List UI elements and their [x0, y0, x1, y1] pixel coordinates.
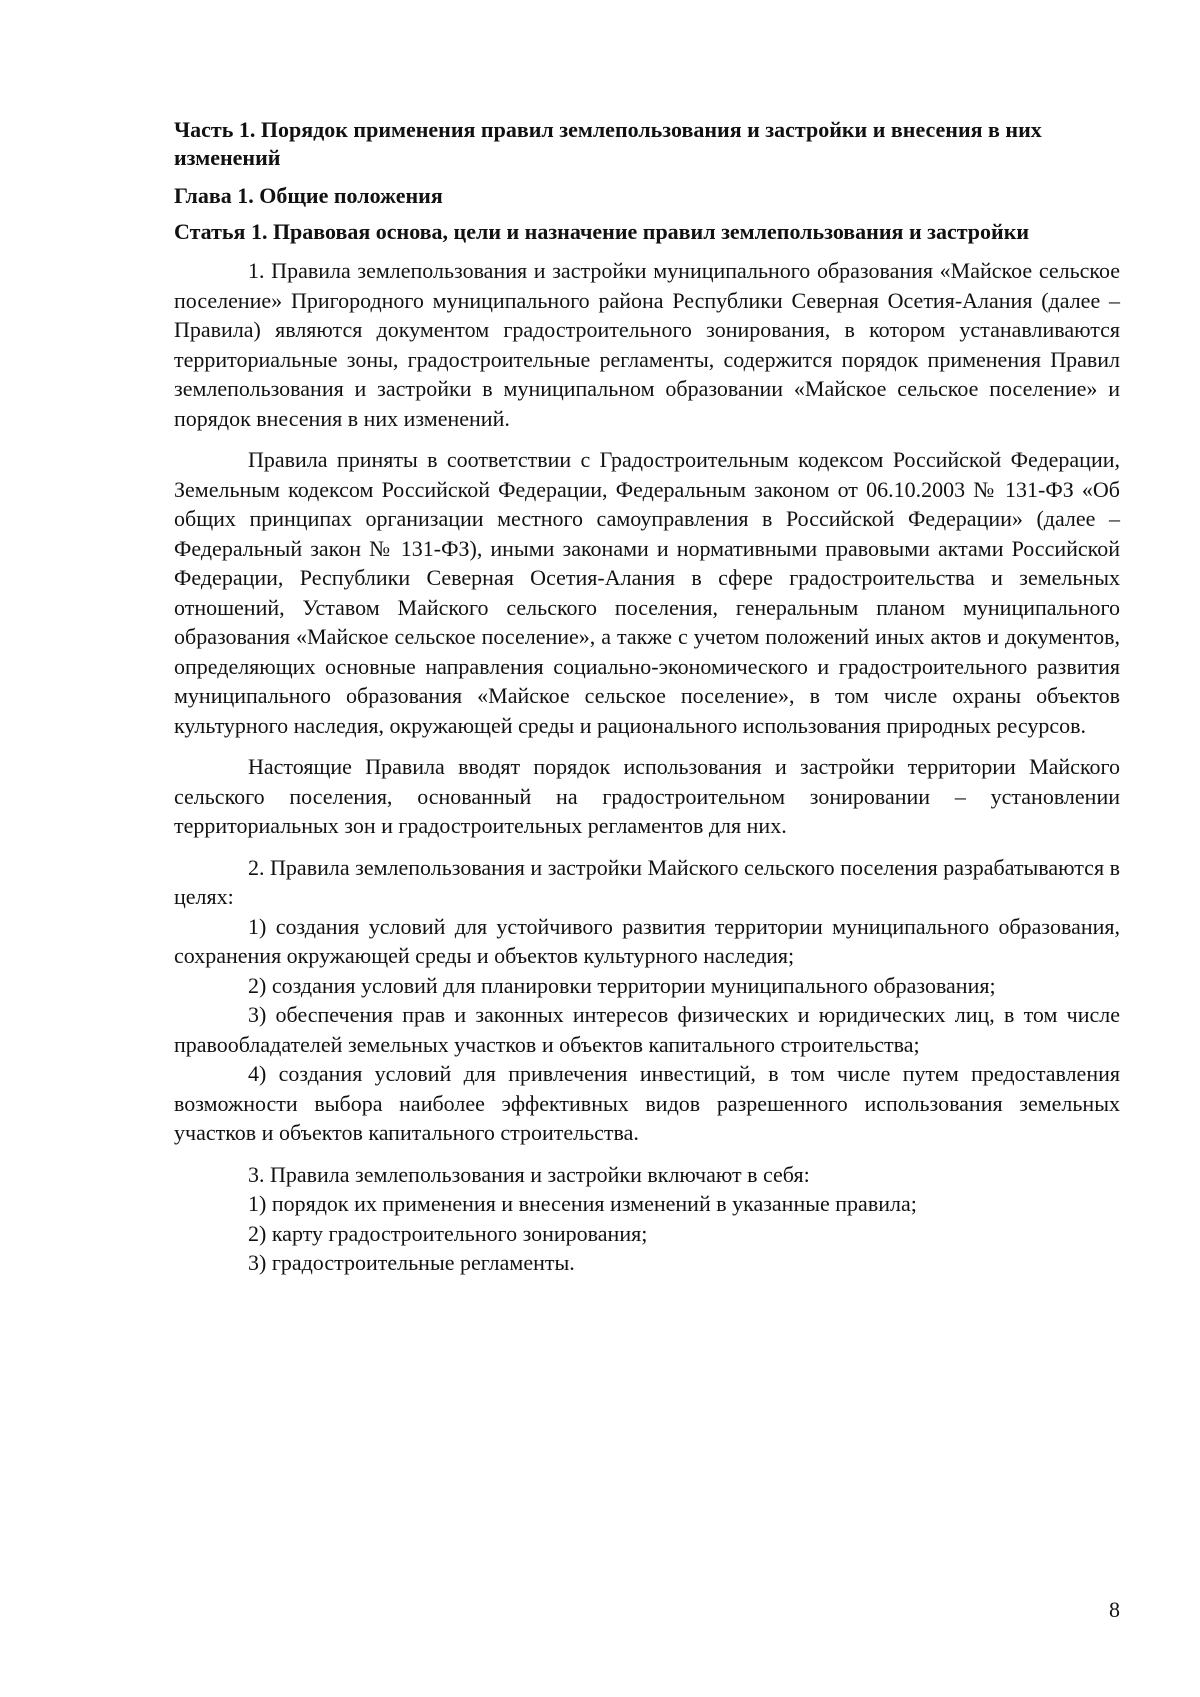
part-heading: Часть 1. Порядок применения правил землепользования и застройки и внесения в них изменений [174, 117, 1042, 170]
paragraph-2-goals: 2. Правила землепользования и застройки Майского сельского поселения разрабатываются в целях: [174, 854, 1120, 909]
paragraph-1: 1. Правила землепользования и застройки муниципального образования «Майское сельское поселение» Пригородного муниципального района Республики Северная Осетия-Алания (далее – Правила) являются документом градостроительного зонирования, в котором устанавливаются территориальные зоны, градостроительные регламенты, содержится порядок применения Правил землепользования и застройки в муниципальном образовании «Майское сельское поселение» и порядок внесения в них изменений. [174, 258, 1120, 431]
paragraph-zoning: Настоящие Правила вводят порядок использования и застройки территории Майского сельского поселения, основанный на градостроительном зонировании – установлении территориальных зон и градостроительных регламентов для них. [174, 754, 1120, 838]
paragraph-legal-basis: Правила приняты в соответствии с Градостроительным кодексом Российской Федерации, Земельным кодексом Российской Федерации, Федеральным законом от 06.10.2003 № 131-ФЗ «Об общих принципах организации местного самоуправления в Российской Федерации» (далее – Федеральный закон № 131-ФЗ), иными законами и нормативными правовыми актами Российской Федерации, Республики Северная Осетия-Алания в сфере градостроительства и земельных отношений, Уставом Майского сельского поселения, генеральным планом муниципального образования «Майское сельское поселение», а также с учетом положений иных актов и документов, определяющих основные направления социально-экономического и градостроительного развития муниципального образования «Майское сельское поселение», в том числе охраны объектов культурного наследия, окружающей среды и рационального использования природных ресурсов. [174, 447, 1120, 738]
contents-item-3: 3) градостроительные регламенты. [248, 1250, 575, 1275]
article-heading: Статья 1. Правовая основа, цели и назначение правил землепользования и застройки [174, 219, 1030, 244]
goal-item-3: 3) обеспечения прав и законных интересов физических и юридических лиц, в том числе правообладателей земельных участков и объектов капитального строительства; [174, 1002, 1120, 1057]
chapter-heading: Глава 1. Общие положения [174, 183, 443, 208]
goal-item-2: 2) создания условий для планировки территории муниципального образования; [248, 972, 996, 998]
goal-item-1: 1) создания условий для устойчивого развития территории муниципального образования, сохранения окружающей среды и объектов культурного наследия; [174, 913, 1120, 968]
contents-item-2: 2) карту градостроительного зонирования; [248, 1220, 648, 1246]
page-content [174, 116, 1120, 1278]
paragraph-3-contents: 3. Правила землепользования и застройки включают в себя: [248, 1161, 810, 1187]
goal-item-4: 4) создания условий для привлечения инвестиций, в том числе путем предоставления возможности выбора наиболее эффективных видов разрешенного использования земельных участков и объектов капитального строительства. [174, 1061, 1120, 1145]
contents-item-1: 1) порядок их применения и внесения изменений в указанные правила; [248, 1191, 917, 1216]
page-number: 8 [1109, 1597, 1120, 1622]
